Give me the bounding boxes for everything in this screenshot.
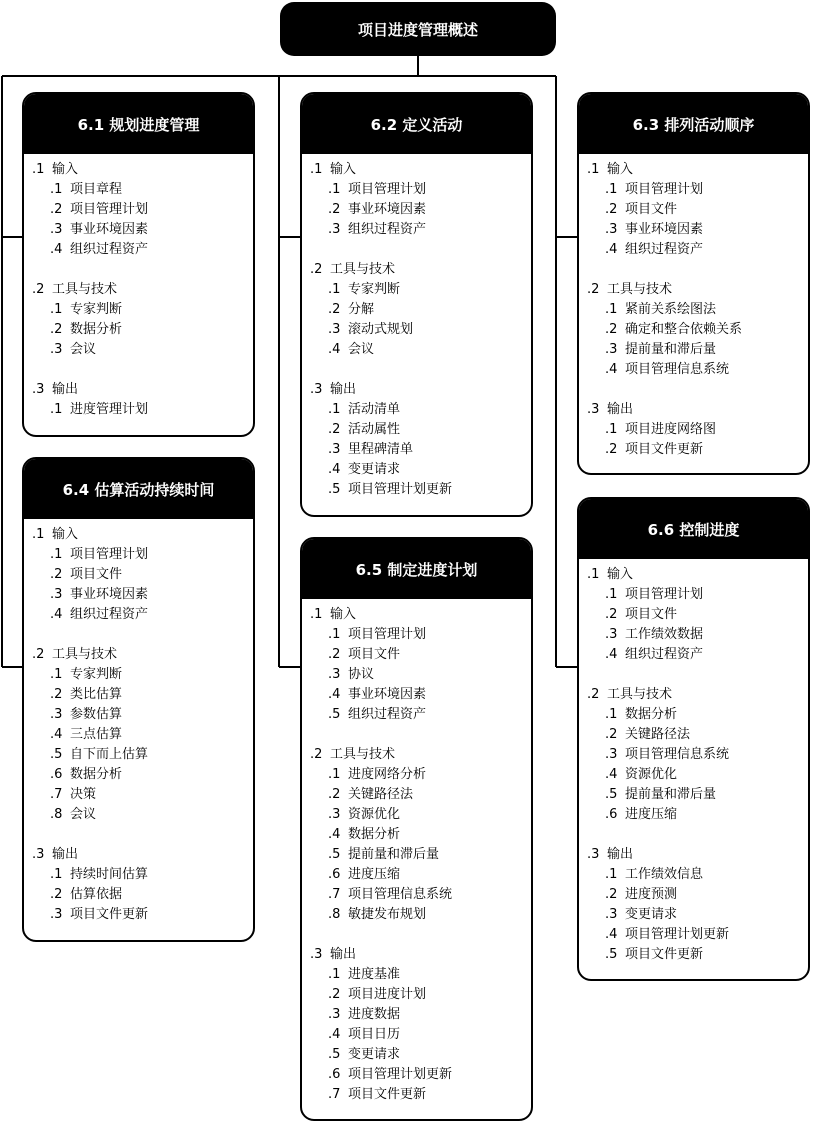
section-number: .3 <box>310 382 323 397</box>
list-item: .3 进度数据 <box>328 1007 401 1022</box>
list-item: .3 提前量和滞后量 <box>605 342 717 357</box>
list-item: .2 关键路径法 <box>605 727 691 742</box>
list-item: .3 项目管理信息系统 <box>605 747 730 762</box>
list-item: .1 专家判断 <box>50 667 123 682</box>
section-outputs <box>32 380 253 420</box>
list-item: .4 组织过程资产 <box>605 242 704 257</box>
section-number: .2 <box>32 282 45 297</box>
list-item: .2 项目文件 <box>50 567 123 582</box>
section-label: 输出 <box>330 382 357 397</box>
list-item: .3 事业环境因素 <box>50 222 149 237</box>
list-item: .5 项目管理计划更新 <box>328 482 453 497</box>
list-item: .1 进度基准 <box>328 967 401 982</box>
list-item: .5 提前量和滞后量 <box>328 847 440 862</box>
section-tools <box>310 745 531 925</box>
list-item: .1 专家判断 <box>50 302 123 317</box>
list-item: .3 滚动式规划 <box>328 322 414 337</box>
list-item: .3 组织过程资产 <box>328 222 427 237</box>
section-label: 输出 <box>607 847 634 862</box>
section-inputs <box>587 565 808 665</box>
list-item: .3 项目文件更新 <box>50 907 149 922</box>
section-inputs <box>32 525 253 625</box>
list-item: .6 数据分析 <box>50 767 123 782</box>
list-item: .4 组织过程资产 <box>605 647 704 662</box>
section-outputs <box>587 845 808 965</box>
section-inputs <box>310 605 531 725</box>
section-number: .1 <box>310 607 323 622</box>
list-item: .4 项目管理信息系统 <box>605 362 730 377</box>
list-item: .7 项目管理信息系统 <box>328 887 453 902</box>
section-tools <box>587 280 808 380</box>
list-item: .1 进度网络分析 <box>328 767 427 782</box>
list-item: .7 决策 <box>50 787 97 802</box>
list-item: .1 项目管理计划 <box>605 587 704 602</box>
list-item: .2 项目管理计划 <box>50 202 149 217</box>
section-number: .2 <box>310 262 323 277</box>
list-item: .3 协议 <box>328 667 375 682</box>
section-label: 输入 <box>330 162 357 177</box>
list-item: .1 进度管理计划 <box>50 402 149 417</box>
section-label: 输入 <box>607 567 634 582</box>
section-label: 输入 <box>52 162 79 177</box>
list-item: .3 事业环境因素 <box>605 222 704 237</box>
list-item: .1 持续时间估算 <box>50 867 149 882</box>
process-title: 6.1 规划进度管理 <box>24 94 253 154</box>
section-number: .3 <box>32 382 45 397</box>
list-item: .7 项目文件更新 <box>328 1087 427 1102</box>
list-item: .4 变更请求 <box>328 462 401 477</box>
diagram-title: 项目进度管理概述 <box>280 2 556 56</box>
list-item: .5 组织过程资产 <box>328 707 427 722</box>
list-item: .3 工作绩效数据 <box>605 627 704 642</box>
list-item: .8 会议 <box>50 807 97 822</box>
section-label: 输出 <box>52 847 79 862</box>
section-label: 工具与技术 <box>52 647 118 662</box>
process-box-6-1 <box>22 92 255 437</box>
list-item: .3 会议 <box>50 342 97 357</box>
list-item: .2 确定和整合依赖关系 <box>605 322 743 337</box>
list-item: .1 项目管理计划 <box>328 627 427 642</box>
list-item: .3 事业环境因素 <box>50 587 149 602</box>
section-label: 输入 <box>330 607 357 622</box>
list-item: .4 事业环境因素 <box>328 687 427 702</box>
section-number: .2 <box>587 282 600 297</box>
section-label: 输入 <box>52 527 79 542</box>
list-item: .2 类比估算 <box>50 687 123 702</box>
list-item: .1 数据分析 <box>605 707 678 722</box>
list-item: .3 变更请求 <box>605 907 678 922</box>
list-item: .4 项目日历 <box>328 1027 401 1042</box>
section-number: .1 <box>587 162 600 177</box>
process-box-6-2 <box>300 92 533 517</box>
section-label: 工具与技术 <box>330 262 396 277</box>
list-item: .4 组织过程资产 <box>50 607 149 622</box>
section-number: .2 <box>310 747 323 762</box>
section-outputs <box>310 945 531 1105</box>
list-item: .3 资源优化 <box>328 807 401 822</box>
section-label: 输出 <box>52 382 79 397</box>
section-tools <box>32 280 253 360</box>
process-box-6-4 <box>22 457 255 942</box>
list-item: .4 数据分析 <box>328 827 401 842</box>
list-item: .4 资源优化 <box>605 767 678 782</box>
list-item: .4 项目管理计划更新 <box>605 927 730 942</box>
list-item: .1 专家判断 <box>328 282 401 297</box>
section-number: .1 <box>587 567 600 582</box>
section-label: 工具与技术 <box>607 687 673 702</box>
section-number: .3 <box>310 947 323 962</box>
section-label: 工具与技术 <box>52 282 118 297</box>
list-item: .2 事业环境因素 <box>328 202 427 217</box>
list-item: .1 工作绩效信息 <box>605 867 704 882</box>
section-number: .1 <box>310 162 323 177</box>
list-item: .2 分解 <box>328 302 375 317</box>
section-outputs <box>32 845 253 925</box>
list-item: .2 数据分析 <box>50 322 123 337</box>
process-box-6-5 <box>300 537 533 1121</box>
process-title: 6.2 定义活动 <box>302 94 531 154</box>
list-item: .2 项目文件 <box>605 202 678 217</box>
list-item: .6 进度压缩 <box>605 807 678 822</box>
process-title: 6.4 估算活动持续时间 <box>24 459 253 519</box>
section-inputs <box>32 160 253 260</box>
list-item: .5 变更请求 <box>328 1047 401 1062</box>
list-item: .1 项目管理计划 <box>50 547 149 562</box>
section-outputs <box>310 380 531 500</box>
section-inputs <box>310 160 531 240</box>
list-item: .2 关键路径法 <box>328 787 414 802</box>
list-item: .1 项目进度网络图 <box>605 422 717 437</box>
list-item: .3 参数估算 <box>50 707 123 722</box>
list-item: .3 里程碑清单 <box>328 442 414 457</box>
list-item: .5 项目文件更新 <box>605 947 704 962</box>
list-item: .2 项目文件 <box>328 647 401 662</box>
list-item: .1 活动清单 <box>328 402 401 417</box>
process-title: 6.3 排列活动顺序 <box>579 94 808 154</box>
list-item: .8 敏捷发布规划 <box>328 907 427 922</box>
section-number: .2 <box>32 647 45 662</box>
section-number: .3 <box>587 847 600 862</box>
list-item: .2 项目进度计划 <box>328 987 427 1002</box>
list-item: .2 项目文件 <box>605 607 678 622</box>
list-item: .4 会议 <box>328 342 375 357</box>
list-item: .1 项目管理计划 <box>605 182 704 197</box>
list-item: .5 提前量和滞后量 <box>605 787 717 802</box>
section-outputs <box>587 400 808 460</box>
list-item: .1 项目管理计划 <box>328 182 427 197</box>
section-number: .3 <box>587 402 600 417</box>
list-item: .6 项目管理计划更新 <box>328 1067 453 1082</box>
list-item: .6 进度压缩 <box>328 867 401 882</box>
section-label: 工具与技术 <box>607 282 673 297</box>
section-inputs <box>587 160 808 260</box>
section-tools <box>310 260 531 360</box>
process-title: 6.6 控制进度 <box>579 499 808 559</box>
list-item: .2 进度预测 <box>605 887 678 902</box>
list-item: .4 组织过程资产 <box>50 242 149 257</box>
list-item: .5 自下而上估算 <box>50 747 149 762</box>
section-label: 工具与技术 <box>330 747 396 762</box>
process-box-6-3 <box>577 92 810 475</box>
section-number: .3 <box>32 847 45 862</box>
process-title: 6.5 制定进度计划 <box>302 539 531 599</box>
list-item: .4 三点估算 <box>50 727 123 742</box>
section-label: 输出 <box>607 402 634 417</box>
list-item: .2 活动属性 <box>328 422 401 437</box>
list-item: .1 项目章程 <box>50 182 123 197</box>
list-item: .1 紧前关系绘图法 <box>605 302 717 317</box>
section-label: 输出 <box>330 947 357 962</box>
section-number: .1 <box>32 527 45 542</box>
section-number: .1 <box>32 162 45 177</box>
process-box-6-6 <box>577 497 810 981</box>
section-label: 输入 <box>607 162 634 177</box>
section-number: .2 <box>587 687 600 702</box>
section-tools <box>32 645 253 825</box>
section-tools <box>587 685 808 825</box>
list-item: .2 项目文件更新 <box>605 442 704 457</box>
list-item: .2 估算依据 <box>50 887 123 902</box>
